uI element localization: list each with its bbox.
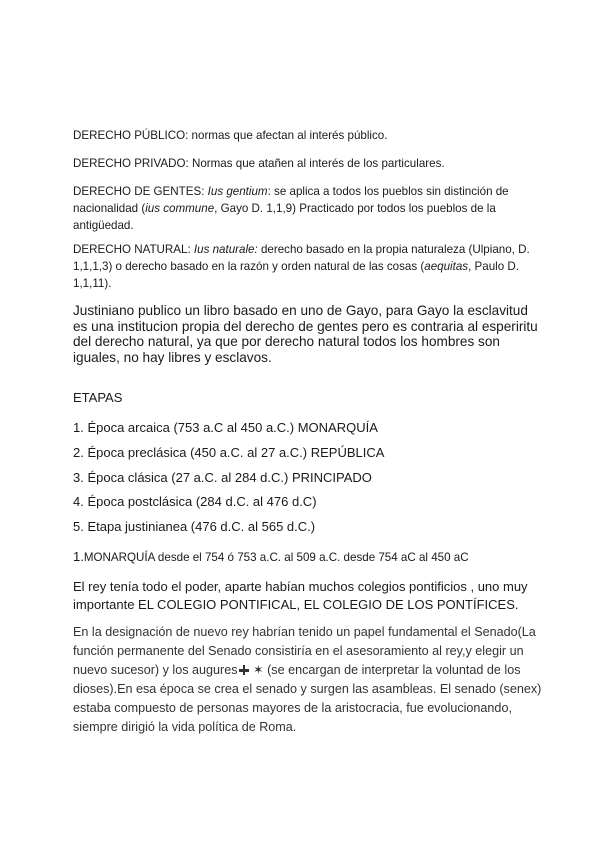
text-derecho-gentes-2: , Gayo D. 1,1,9) Practicado por todos los pueblos de la antigüedad. (73, 202, 496, 232)
term-derecho-privado: DERECHO PRIVADO: (73, 157, 189, 170)
text-senado-b: (se encargan de interpretar la voluntad de los dioses).En esa época se crea el senado y surgen las asambleas. El senado (senex) estaba compuesto de personas mayores de la aristocracia, fue evolucionando, siempre dirigió la vida política de Roma. (73, 663, 542, 734)
star-icon: ✶ (249, 663, 268, 677)
paragraph-justiniano: Justiniano publico un libro basado en uno de Gayo, para Gayo la esclavitud es una institucion propia del derecho de gentes pero es contraria al esperiritu del derecho natural, ya que por derecho natural todos los hombres son iguales, no hay libres y esclavos. (73, 303, 538, 365)
paragraph-derecho-publico (73, 127, 533, 144)
text-derecho-natural-2: , Paulo D. 1,1,11). (73, 260, 520, 290)
etapa-item: 2. Época preclásica (450 a.C. al 27 a.C.) REPÚBLICA (73, 445, 385, 460)
plus-icon (239, 665, 249, 675)
monarquia-number: 1. (73, 549, 84, 564)
paragraph-derecho-gentes (73, 183, 533, 234)
etapa-item: 4. Época postclásica (284 d.C. al 476 d.C) (73, 494, 317, 509)
monarquia-heading (73, 549, 553, 566)
text-derecho-privado: Normas que atañen al interés de los particulares. (188, 157, 445, 170)
text-derecho-publico: normas que afectan al interés público. (188, 129, 388, 142)
text-senado-a: En la designación de nuevo rey habrían tenido un papel fundamental el Senado(La función permanente del Senado consistiría en el asesoramiento al rey,y elegir un nuevo sucesor) y los augures (73, 625, 536, 677)
text-derecho-natural-1: derecho basado en la propia naturaleza (Ulpiano, D. 1,1,1,3) o derecho basado en la razón y orden natural de las cosas ( (73, 243, 530, 273)
paragraph-derecho-privado (73, 155, 533, 172)
monarquia-heading-text: MONARQUÍA desde el 754 ó 753 a.C. al 509 a.C. desde 754 aC al 450 aC (83, 551, 469, 564)
paragraph-senado (73, 623, 543, 737)
etapas-heading: ETAPAS (73, 390, 123, 405)
latin-ius-commune: ius commune (145, 202, 215, 215)
etapa-item: 5. Etapa justinianea (476 d.C. al 565 d.C.) (73, 519, 316, 534)
term-derecho-natural: DERECHO NATURAL: (73, 243, 191, 256)
etapa-item: 3. Época clásica (27 a.C. al 284 d.C.) PRINCIPADO (73, 470, 372, 485)
latin-ius-naturale: Ius naturale: (193, 243, 258, 256)
latin-aequitas: aequitas (424, 260, 469, 273)
paragraph-rey: El rey tenía todo el poder, aparte habían muchos colegios pontificios , uno muy importante EL COLEGIO PONTIFICAL, EL COLEGIO DE LOS PONTÍFICES. (73, 579, 528, 612)
latin-ius-gentium: Ius gentium (207, 185, 268, 198)
term-derecho-publico: DERECHO PÚBLICO: (73, 129, 189, 142)
etapa-item: 1. Época arcaica (753 a.C al 450 a.C.) MONARQUÍA (73, 420, 378, 435)
paragraph-derecho-natural (73, 241, 533, 292)
text-derecho-gentes-1: : se aplica a todos los pueblos sin distinción de nacionalidad ( (73, 185, 509, 215)
term-derecho-gentes: DERECHO DE GENTES: (73, 185, 205, 198)
